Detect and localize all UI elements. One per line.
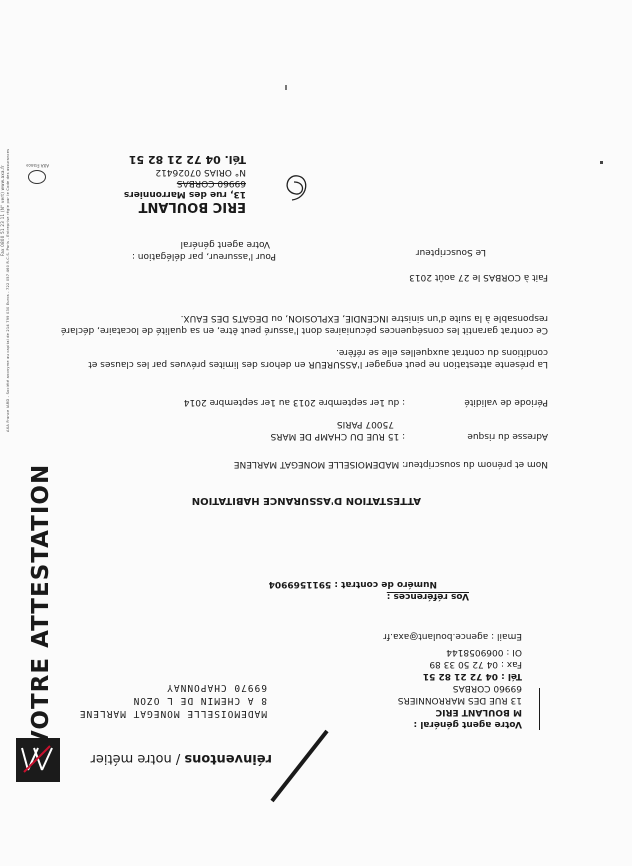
field-label: Adresse du risque xyxy=(467,431,548,441)
slogan-bold: réinventons xyxy=(184,751,272,766)
doc-title: ATTESTATION D'ASSURANCE HABITATION xyxy=(191,495,421,506)
agent-city: 69960 CORBAS xyxy=(452,683,522,693)
subscriber-label: Le Souscripteur xyxy=(415,247,486,257)
recipient-line: 69970 CHAPONNAY xyxy=(166,682,267,693)
stamp-orias: N° ORIAS 07026412 xyxy=(155,167,246,177)
stamp-city: 69960 CORBAS xyxy=(176,178,246,188)
refs-label: Vos références : xyxy=(386,591,469,601)
agent-name: M BOULANT ERIC xyxy=(435,707,522,717)
field-row-validity xyxy=(184,396,548,408)
agent-email: Email : agence.boulant@axa.fr xyxy=(383,631,522,641)
field-value: : MADEMOISELLE MONEGAT MARLENE xyxy=(233,459,406,469)
agent-fax: Fax : 04 72 50 33 89 xyxy=(429,659,522,669)
agent-block xyxy=(383,630,522,730)
recipient-line: MADEMOISELLE MONEGAT MARLENE xyxy=(78,708,267,719)
field-row-city xyxy=(337,418,394,430)
recipient-line: 8 A CHEMIN DE L OZON xyxy=(132,695,267,706)
insurer-block xyxy=(132,238,276,262)
footer-emblem-icon xyxy=(28,170,46,184)
agent-orias: OI : 006905814​4 xyxy=(446,647,522,657)
footer-brand: AXA France xyxy=(26,163,49,168)
stamp-tel: Tél. 04 72 21 82 51 xyxy=(128,153,246,166)
paragraph-1 xyxy=(88,346,548,370)
recipient-block xyxy=(79,681,267,720)
field-label: Période de validité xyxy=(464,397,548,407)
agent-rule xyxy=(539,688,540,730)
slogan-rest: / notre métier xyxy=(90,751,181,766)
stamp-name: ERIC BOULANT xyxy=(138,199,246,214)
paragraph-line: Ce contrat garantit les conséquences pécuniaires dont l'assuré peut être, en sa qualité de locataire, déclaré xyxy=(60,325,548,335)
references xyxy=(269,578,469,602)
scan-speck xyxy=(600,161,603,164)
paragraph-line: responsable à la suite d'un sinistre INCENDIE, EXPLOSION, ou DEGATS DES EAUX. xyxy=(180,313,548,323)
handwritten-signature xyxy=(276,166,316,206)
slash-mark xyxy=(252,726,332,806)
insurer-line: Votre agent général xyxy=(180,239,270,249)
field-row-subscriber xyxy=(234,458,548,470)
agent-tel: Tél : 04 72 21 82 51 xyxy=(422,671,522,681)
insurer-line: Pour l'assureur, par délégation : xyxy=(131,251,276,261)
field-value: : 15 RUE DU CHAMP DE MARS xyxy=(270,431,406,441)
field-row-address xyxy=(271,430,548,442)
page-title: VOTRE ATTESTATION xyxy=(28,463,54,748)
footer-left-small: Fax 0800 51 23 11 (N° vert) www.axa.fr xyxy=(0,165,5,256)
agent-street: 13 RUE DES MARRONNIERS xyxy=(397,695,522,705)
paragraph-line: conditions du contrat auxquelles elle se réfère. xyxy=(336,347,548,357)
footer-right-small: AXA France IARD - Société anonyme au capital de 214 799 030 Euros - 722 057 460 R.C.S. Paris - Entreprise régie par le Code des assurances xyxy=(6,148,10,432)
place-date: Fait à CORBAS le 27 août 2013 xyxy=(409,272,548,282)
slogan xyxy=(91,751,272,766)
agent-stamp xyxy=(124,153,246,214)
paragraph-line: La présente attestation ne peut engager l'ASSUREUR en dehors des limites prévues par les clauses et xyxy=(88,359,548,369)
field-value: 75007 PARIS xyxy=(336,419,394,429)
paragraph-2 xyxy=(61,312,548,336)
contract-number: Numéro de contrat : 5911569904 xyxy=(268,579,437,589)
scan-speck xyxy=(285,85,287,90)
field-label: Nom et prénom du souscripteur xyxy=(404,459,548,469)
field-value: : du 1er septembre 2013 au 1er septembre 2014 xyxy=(183,397,406,407)
agent-heading: Votre agent général : xyxy=(413,719,522,729)
stamp-street: 13, rue des Marronniers xyxy=(123,189,246,199)
